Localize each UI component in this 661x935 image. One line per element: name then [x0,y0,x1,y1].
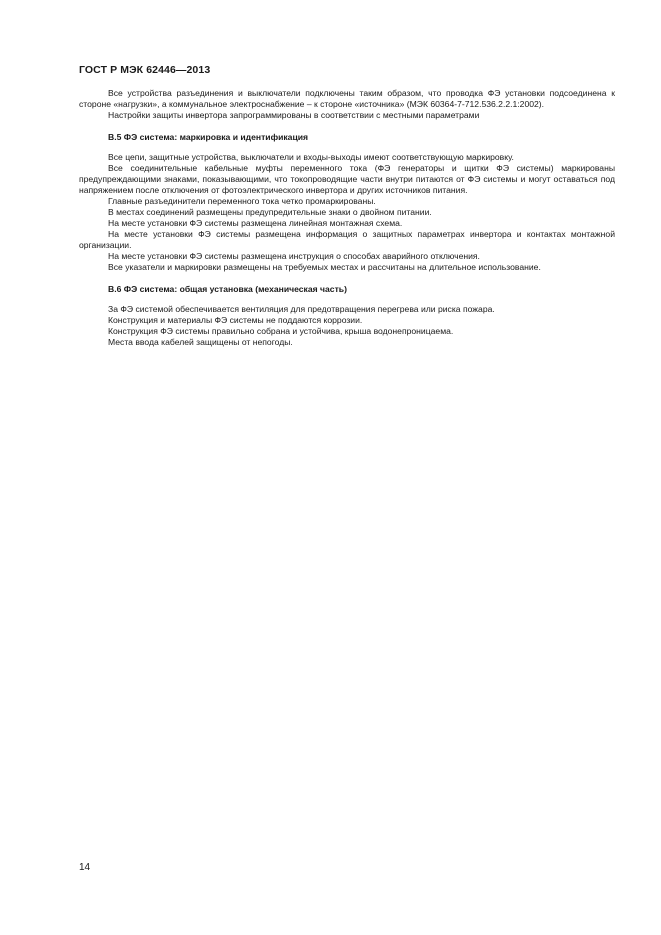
paragraph: На месте установки ФЭ системы размещена информация о защитных параметрах инвертора и контактах монтажной организации. [79,229,615,250]
spacer [79,121,615,132]
paragraph: Все цепи, защитные устройства, выключатели и входы-выходы имеют соответствующую маркировку. [108,152,514,162]
spacer [79,273,615,284]
page-header: ГОСТ Р МЭК 62446—2013 [79,64,211,76]
spacer [79,295,615,304]
paragraph: Все указатели и маркировки размещены на требуемых местах и рассчитаны на длительное использование. [108,262,541,272]
paragraph: Места ввода кабелей защищены от непогоды. [108,337,293,347]
section-heading-b6: В.6 ФЭ система: общая установка (механическая часть) [108,284,347,294]
paragraph: Конструкция и материалы ФЭ системы не поддаются коррозии. [108,315,363,325]
paragraph: В местах соединений размещены предупредительные знаки о двойном питании. [108,207,432,217]
paragraph: Все соединительные кабельные муфты переменного тока (ФЭ генераторы и щитки ФЭ системы) маркированы предупреждающими знаками, показывающими, что токопроводящие части внутри питаются от ФЭ системы и могут оставаться под напряжением после отключения от фотоэлектрического инвертора и других источников питания. [79,163,615,195]
page-body [79,88,615,348]
paragraph: Настройки защиты инвертора запрограммированы в соответствии с местными параметрами [108,110,480,120]
paragraph: Главные разъединители переменного тока четко промаркированы. [108,196,376,206]
paragraph: Все устройства разъединения и выключатели подключены таким образом, что проводка ФЭ установки подсоединена к стороне «нагрузки», а коммунальное электроснабжение – к стороне «источника» (МЭК 60364-7-712.536.2.2.1:2002). [79,88,615,109]
paragraph: Конструкция ФЭ системы правильно собрана и устойчива, крыша водонепроницаема. [108,326,454,336]
page-number: 14 [79,862,91,873]
section-heading-b5: В.5 ФЭ система: маркировка и идентификация [108,132,309,142]
spacer [79,143,615,152]
paragraph: За ФЭ системой обеспечивается вентиляция для предотвращения перегрева или риска пожара. [108,304,495,314]
paragraph: На месте установки ФЭ системы размещена инструкция о способах аварийного отключения. [108,251,480,261]
paragraph: На месте установки ФЭ системы размещена линейная монтажная схема. [108,218,403,228]
